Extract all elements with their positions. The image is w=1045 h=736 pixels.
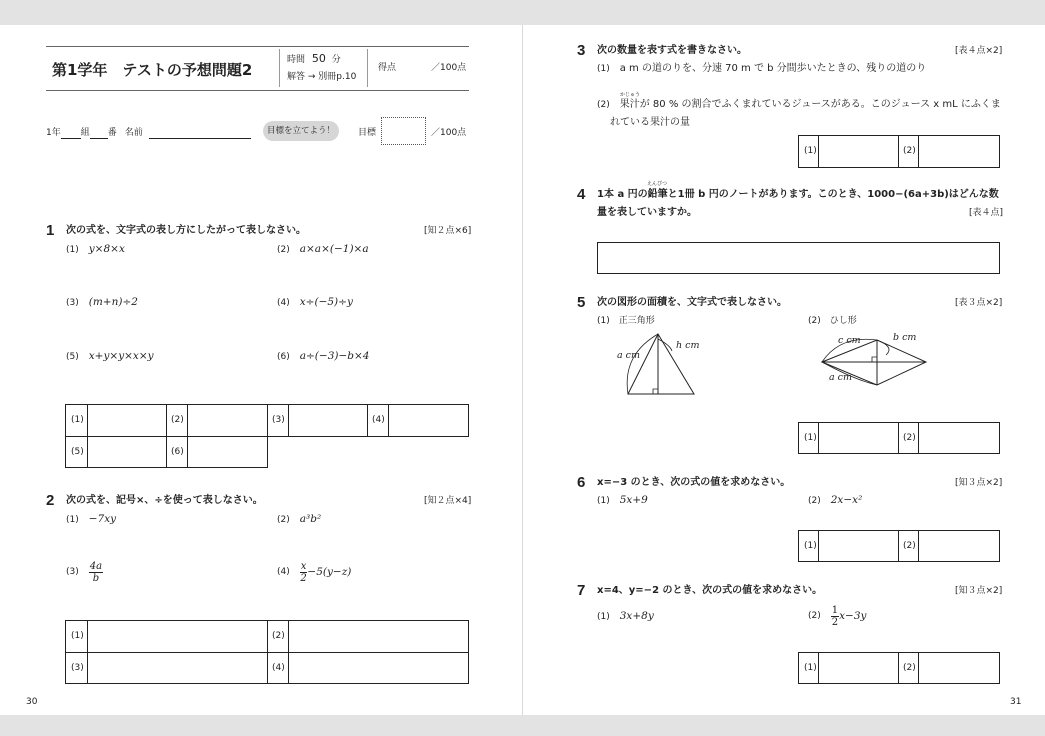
q7-answer-2-input[interactable] xyxy=(919,653,999,683)
right-angle-mark xyxy=(653,389,658,394)
page-gutter xyxy=(522,25,523,715)
q2-answer-label: (3) xyxy=(71,663,84,673)
q6-answer-label: (2) xyxy=(903,541,916,551)
time-label: 時間 xyxy=(287,55,306,65)
q3-sep xyxy=(898,135,899,168)
q6-item-1: (1) 5x+9 xyxy=(597,494,648,506)
q2-item-3: (3) $\frac{4a}{b}$ xyxy=(66,560,103,584)
q6-prompt: x=−3 のとき、次の式の値を求めなさい。 xyxy=(597,477,791,488)
title-bottom-rule xyxy=(46,90,469,91)
q6-answer-2-input[interactable] xyxy=(919,531,999,561)
ban-blank[interactable] xyxy=(90,138,108,139)
q5-answer-label: (1) xyxy=(804,433,817,443)
q7-answer-1-input[interactable] xyxy=(819,653,898,683)
score-total: ／100点 xyxy=(431,63,467,73)
kumi-blank[interactable] xyxy=(61,138,81,139)
q5-fig2-c: c cm xyxy=(838,335,861,346)
title-top-rule xyxy=(46,46,469,47)
q4-number: 4 xyxy=(577,186,586,203)
q3-number: 3 xyxy=(577,42,586,59)
q4-answer-input[interactable] xyxy=(597,242,1000,274)
q1-answer-label: (3) xyxy=(272,415,285,425)
q6-number: 6 xyxy=(577,474,586,491)
q1-answer-1-input[interactable] xyxy=(88,405,166,436)
q7-item-2: (2) $\frac{1}{2}$ x−3y xyxy=(808,604,867,628)
q5-sep xyxy=(898,422,899,454)
q2-item-4: (4) $\frac{x}{2}$ −5(y−z) xyxy=(277,560,352,584)
q1-answer-2-input[interactable] xyxy=(188,405,267,436)
q1-points: [知２点×6] xyxy=(424,226,472,236)
q1-item-5: (5) x+y×y×x×y xyxy=(66,350,154,362)
q1-answer-6-input[interactable] xyxy=(188,437,267,467)
title-divider-2 xyxy=(367,49,368,87)
q3-answer-1-input[interactable] xyxy=(819,136,898,167)
name-blank[interactable] xyxy=(149,138,251,139)
q5-prompt: 次の図形の面積を、文字式で表しなさい。 xyxy=(597,297,787,308)
q3-ruby: かじゅう xyxy=(620,92,641,98)
q1-answer-label: (1) xyxy=(71,415,84,425)
q2-answer-1-input[interactable] xyxy=(88,621,267,652)
q3-answer-label: (1) xyxy=(804,146,817,156)
equilateral-triangle-figure xyxy=(600,325,710,400)
name-row xyxy=(46,127,251,139)
q5-answer-2-input[interactable] xyxy=(919,423,999,453)
q3-item-2-line2: れている果汁の量 xyxy=(610,117,690,128)
q1-answer-5-input[interactable] xyxy=(88,437,166,467)
q5-fig2-b: b cm xyxy=(893,332,917,343)
page-number-left: 30 xyxy=(26,697,38,707)
q6-sep xyxy=(898,530,899,562)
q1-number: 1 xyxy=(46,222,55,239)
time-unit: 分 xyxy=(331,55,341,65)
q7-number: 7 xyxy=(577,582,586,599)
q1-answer-label: (5) xyxy=(71,447,84,457)
q2-answer-label: (4) xyxy=(272,663,285,673)
q5-answer-1-input[interactable] xyxy=(819,423,898,453)
q7-answer-label: (1) xyxy=(804,663,817,673)
q5-fig1-h: h cm xyxy=(676,340,700,351)
name-label: 名前 xyxy=(124,128,143,138)
page-number-right: 31 xyxy=(1010,697,1022,707)
q5-fig1-label: (1) 正三角形 xyxy=(597,316,655,326)
q4-ruby: えんぴつ xyxy=(647,181,668,187)
goal-total: ／100点 xyxy=(431,128,467,138)
q1-item-3: (3) (m+n)÷2 xyxy=(66,296,138,308)
q3-answer-label: (2) xyxy=(903,146,916,156)
q2-answer-3-input[interactable] xyxy=(88,653,267,683)
q1-sep xyxy=(166,404,167,468)
q3-answer-2-input[interactable] xyxy=(919,136,999,167)
right-angle-mark xyxy=(872,357,877,362)
q2-number: 2 xyxy=(46,492,55,509)
q6-answer-label: (1) xyxy=(804,541,817,551)
q3-points: [表４点×2] xyxy=(955,46,1003,56)
goal-label: 目標 xyxy=(358,128,377,138)
q2-answer-2-input[interactable] xyxy=(289,621,468,652)
q3-item-1: (1) a m の道のりを、分速 70 m で b 分間歩いたときの、残りの道のり xyxy=(597,63,927,74)
q1-item-2: (2) a×a×(−1)×a xyxy=(277,243,369,255)
q4-line2: 量を表していますか。 xyxy=(597,207,697,218)
q5-fig2-label: (2) ひし形 xyxy=(808,316,857,326)
q2-answer-4-input[interactable] xyxy=(289,653,468,683)
q4-line1: 1本 a 円の鉛筆と1冊 b 円のノートがあります。このとき、1000−(6a+3b)はどんな数 xyxy=(597,189,999,200)
q1-answer-label: (4) xyxy=(372,415,385,425)
q5-number: 5 xyxy=(577,294,586,311)
q6-item-2: (2) 2x−x² xyxy=(808,494,863,506)
title-divider-1 xyxy=(279,49,280,87)
time-value: 50 xyxy=(311,52,326,65)
q2-sep xyxy=(267,620,268,684)
q6-points: [知３点×2] xyxy=(955,478,1003,488)
q5-fig1-a: a cm xyxy=(617,350,641,361)
q5-points: [表３点×2] xyxy=(955,298,1003,308)
q7-sep xyxy=(898,652,899,684)
goal-button[interactable]: 目標を立てよう！ xyxy=(263,121,339,141)
q1-sep xyxy=(367,404,368,437)
q2-points: [知２点×4] xyxy=(424,496,472,506)
q7-points: [知３点×2] xyxy=(955,586,1003,596)
q2-item-2: (2) a³b² xyxy=(277,513,322,525)
ban-label: 番 xyxy=(107,128,117,138)
page-title: 第1学年 テストの予想問題2 xyxy=(52,61,253,79)
q5-answer-label: (2) xyxy=(903,433,916,443)
q7-item-1: (1) 3x+8y xyxy=(597,610,654,622)
q1-prompt: 次の式を、文字式の表し方にしたがって表しなさい。 xyxy=(66,225,306,236)
q1-answer-label: (6) xyxy=(171,447,184,457)
q1-answer-4-input[interactable] xyxy=(389,405,468,436)
time-row xyxy=(287,53,341,66)
q7-answer-label: (2) xyxy=(903,663,916,673)
year-label: 1年 xyxy=(46,128,61,138)
q1-answer-3-input[interactable] xyxy=(289,405,367,436)
score-label: 得点 xyxy=(378,63,397,73)
q2-item-1: (1) −7xy xyxy=(66,513,117,525)
q2-answer-label: (1) xyxy=(71,631,84,641)
q1-item-1: (1) y×8×x xyxy=(66,243,125,255)
goal-input[interactable] xyxy=(381,117,426,145)
q5-fig2-a: a cm xyxy=(829,372,853,383)
kumi-label: 組 xyxy=(80,128,90,138)
q1-item-6: (6) a÷(−3)−b×4 xyxy=(277,350,370,362)
q2-answer-label: (2) xyxy=(272,631,285,641)
q7-prompt: x=4、y=−2 のとき、次の式の値を求めなさい。 xyxy=(597,585,823,596)
q1-sep xyxy=(267,404,268,437)
q3-item-2: (2) 果汁が 80 % の割合でふくまれているジュースがある。このジュース x mL にふくま xyxy=(597,99,1001,110)
q1-item-4: (4) x÷(−5)÷y xyxy=(277,296,353,308)
q4-points: [表４点] xyxy=(969,208,1004,218)
answer-ref: 解答 → 別冊p.10 xyxy=(287,72,357,82)
q1-answer-label: (2) xyxy=(171,415,184,425)
q2-prompt: 次の式を、記号×、÷を使って表しなさい。 xyxy=(66,495,263,506)
q6-answer-1-input[interactable] xyxy=(819,531,898,561)
q3-prompt: 次の数量を表す式を書きなさい。 xyxy=(597,45,747,56)
